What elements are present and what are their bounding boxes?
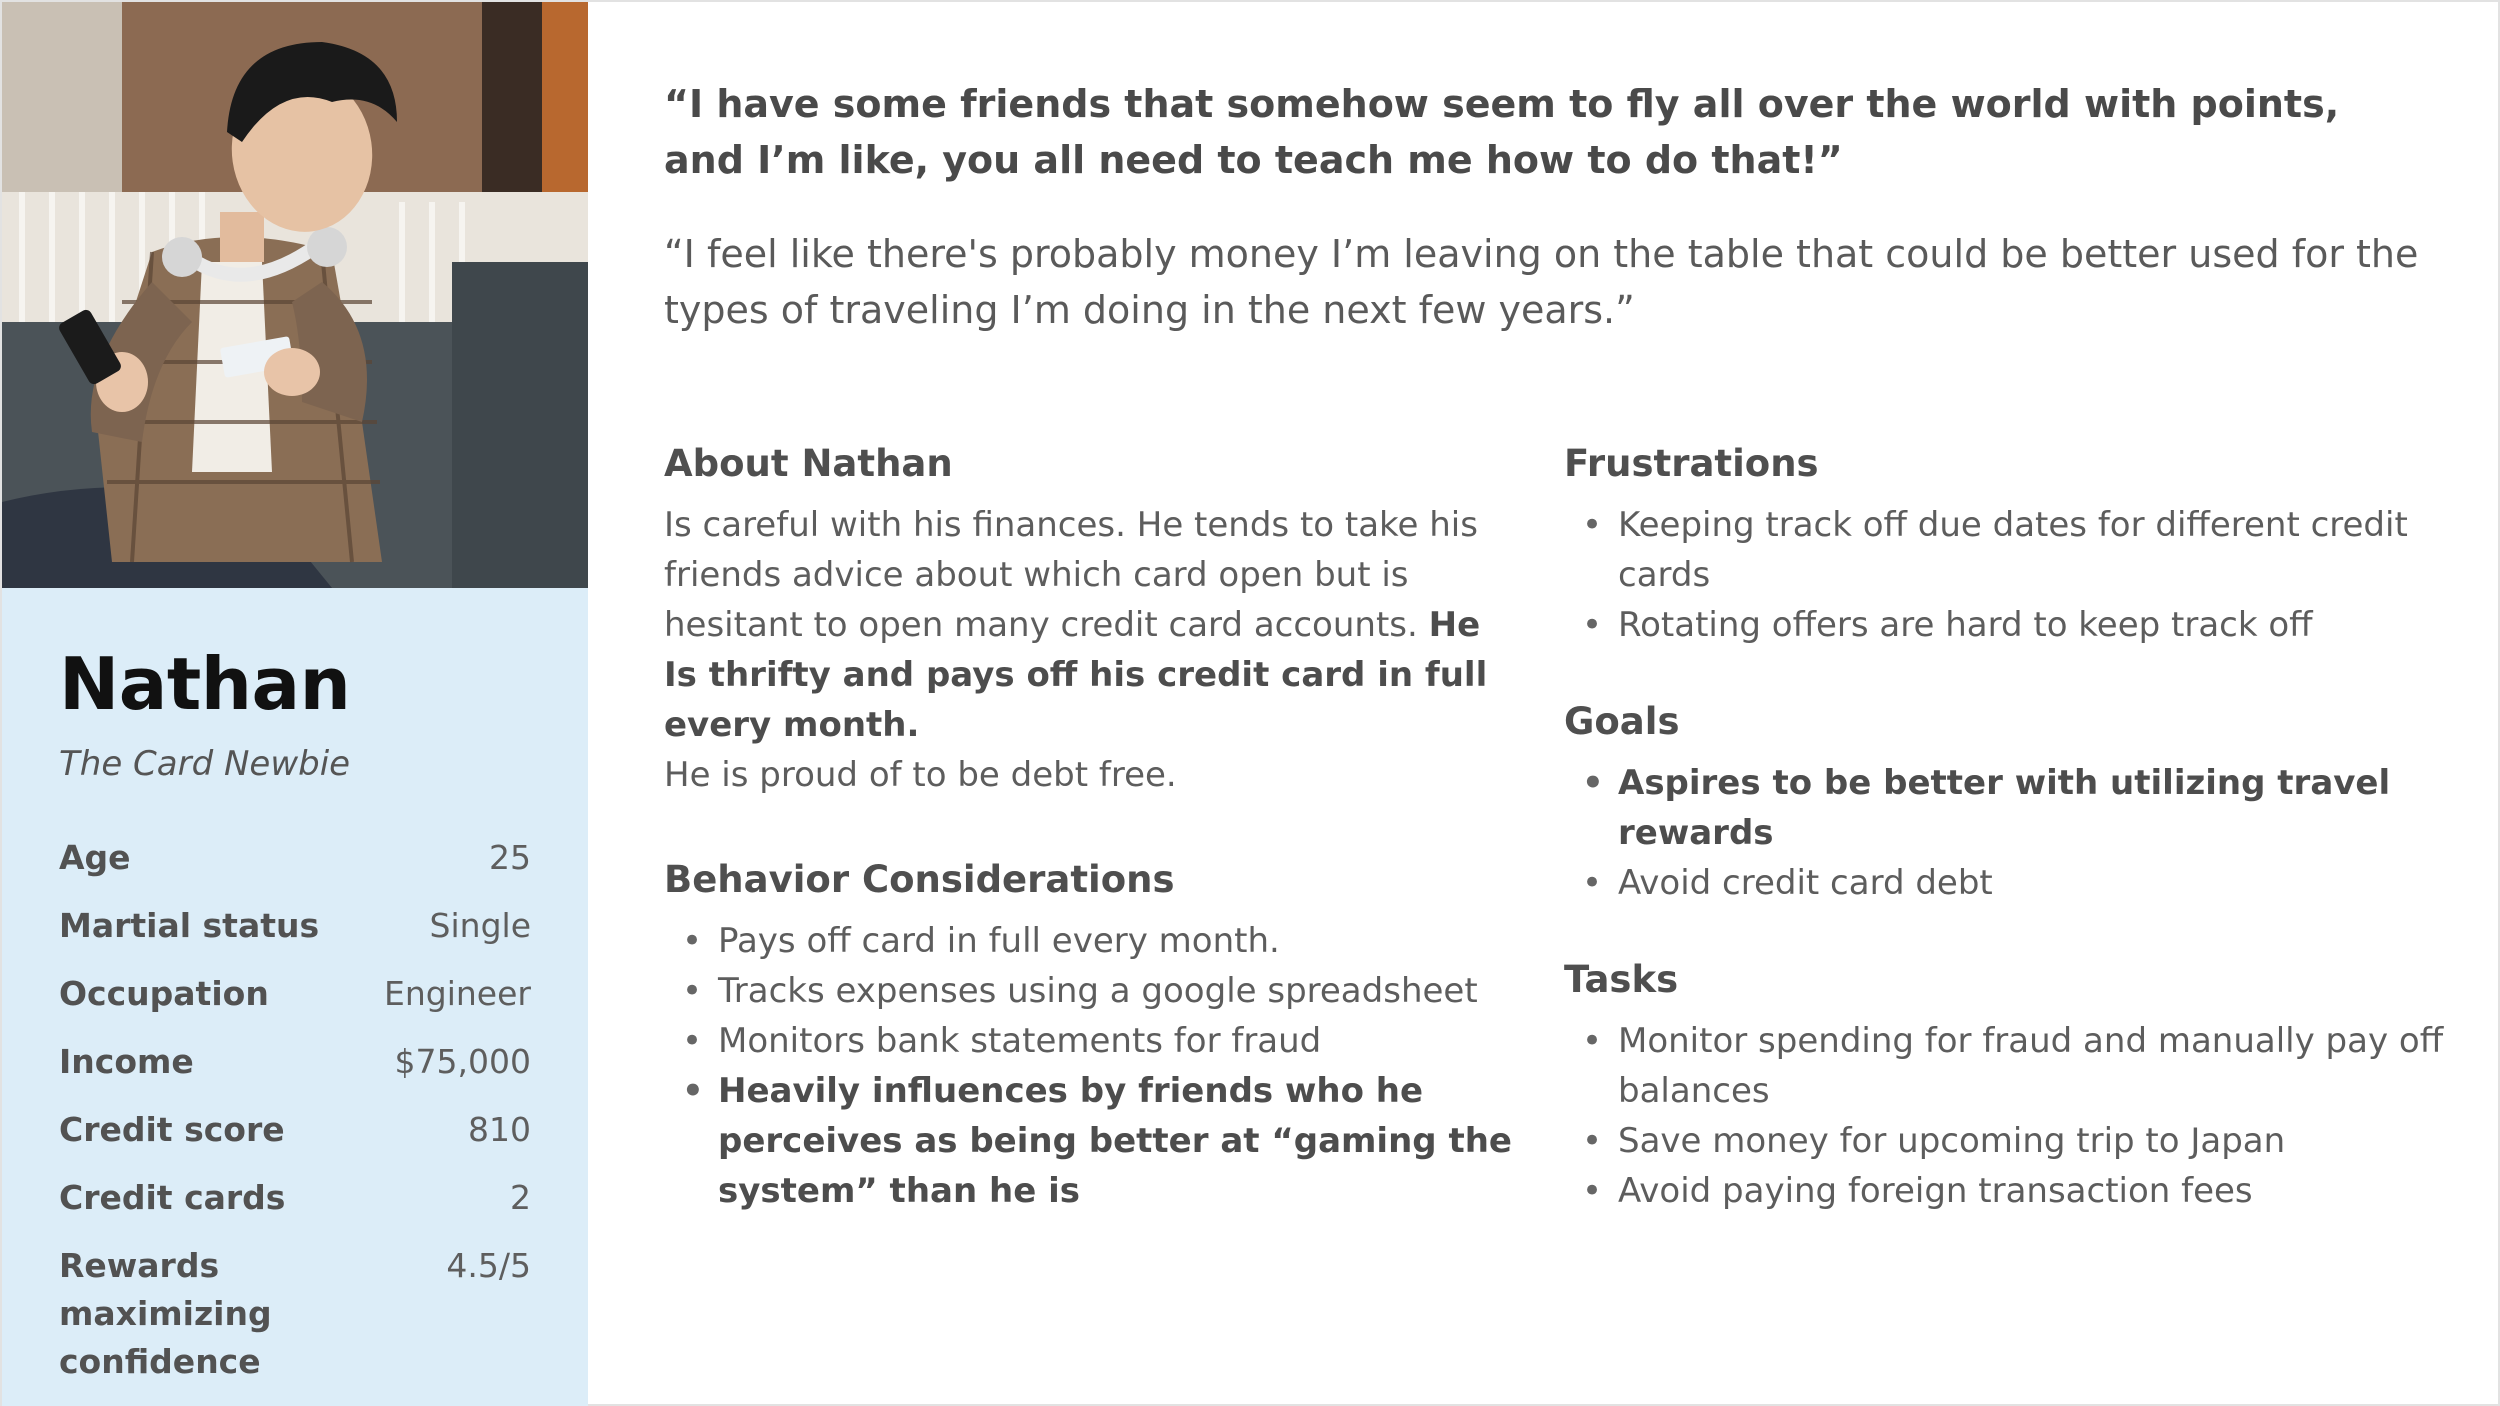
stat-row (59, 1242, 531, 1381)
goals-list (1564, 758, 2444, 908)
frustrations-heading: Frustrations (1564, 442, 1819, 485)
stat-label: Income (59, 1042, 194, 1081)
left-column (664, 434, 1524, 1216)
list-item: • Monitor spending for fraud and manually pay off balances (1618, 1016, 2444, 1116)
tasks-heading: Tasks (1564, 958, 1679, 1001)
stat-row (59, 970, 531, 1038)
about-text-part1: Is careful with his finances. He tends to take his friends advice about which card open but is hesitant to open many credit card accounts. (664, 505, 1478, 645)
about-heading: About Nathan (664, 442, 953, 485)
stat-label: Rewards maximizing confidence (59, 1246, 272, 1381)
stat-label: Credit cards (59, 1178, 286, 1217)
right-column (1564, 434, 2444, 1216)
about-text-part2: He is proud of to be debt free. (664, 755, 1177, 795)
stat-row (59, 1038, 531, 1106)
about-text (664, 500, 1524, 800)
stat-value: Single (429, 906, 531, 945)
stat-row (59, 902, 531, 970)
goals-heading: Goals (1564, 700, 1680, 743)
profile-photo (2, 2, 588, 588)
list-item: • Avoid credit card debt (1618, 858, 2444, 908)
stat-row (59, 834, 531, 902)
stat-value: 2 (510, 1178, 531, 1217)
stat-value: Engineer (384, 974, 531, 1013)
stat-value: $75,000 (394, 1042, 531, 1081)
stat-value: 4.5/5 (446, 1246, 531, 1285)
persona-name: Nathan (59, 642, 351, 726)
stat-value: 25 (489, 838, 531, 877)
persona-subtitle: The Card Newbie (59, 744, 351, 784)
profile-panel (2, 2, 588, 1406)
secondary-quote: “I feel like there's probably money I’m leaving on the table that could be better used for the types of traveling I’m doing in the next few years.” (664, 232, 2419, 332)
behavior-heading: Behavior Considerations (664, 858, 1175, 901)
stat-label: Age (59, 838, 131, 877)
tasks-list (1564, 1016, 2444, 1216)
stats-list (59, 834, 531, 1381)
list-item: • Tracks expenses using a google spreadsheet (718, 966, 1524, 1016)
stat-label: Credit score (59, 1110, 285, 1149)
stat-row (59, 1174, 531, 1242)
stat-label: Martial status (59, 906, 320, 945)
frustrations-list (1564, 500, 2444, 650)
list-item: • Aspires to be better with utilizing travel rewards (1618, 758, 2444, 858)
behavior-list (664, 916, 1524, 1216)
stat-row (59, 1106, 531, 1174)
list-item: • Heavily influences by friends who he perceives as being better at “gaming the system” than he is (718, 1066, 1524, 1216)
list-item: • Save money for upcoming trip to Japan (1618, 1116, 2444, 1166)
list-item: • Avoid paying foreign transaction fees (1618, 1166, 2444, 1216)
stat-label: Occupation (59, 974, 269, 1013)
list-item: • Rotating offers are hard to keep track off (1618, 600, 2444, 650)
primary-quote: “I have some friends that somehow seem to fly all over the world with points, and I’m like, you all need to teach me how to do that!” (664, 82, 2340, 182)
about-text-bold: He Is thrifty and pays off his credit card in full every month. (664, 605, 1488, 745)
list-item: • Monitors bank statements for fraud (718, 1016, 1524, 1066)
list-item: • Keeping track off due dates for different credit cards (1618, 500, 2444, 600)
list-item: • Pays off card in full every month. (718, 916, 1524, 966)
stat-value: 810 (468, 1110, 531, 1149)
